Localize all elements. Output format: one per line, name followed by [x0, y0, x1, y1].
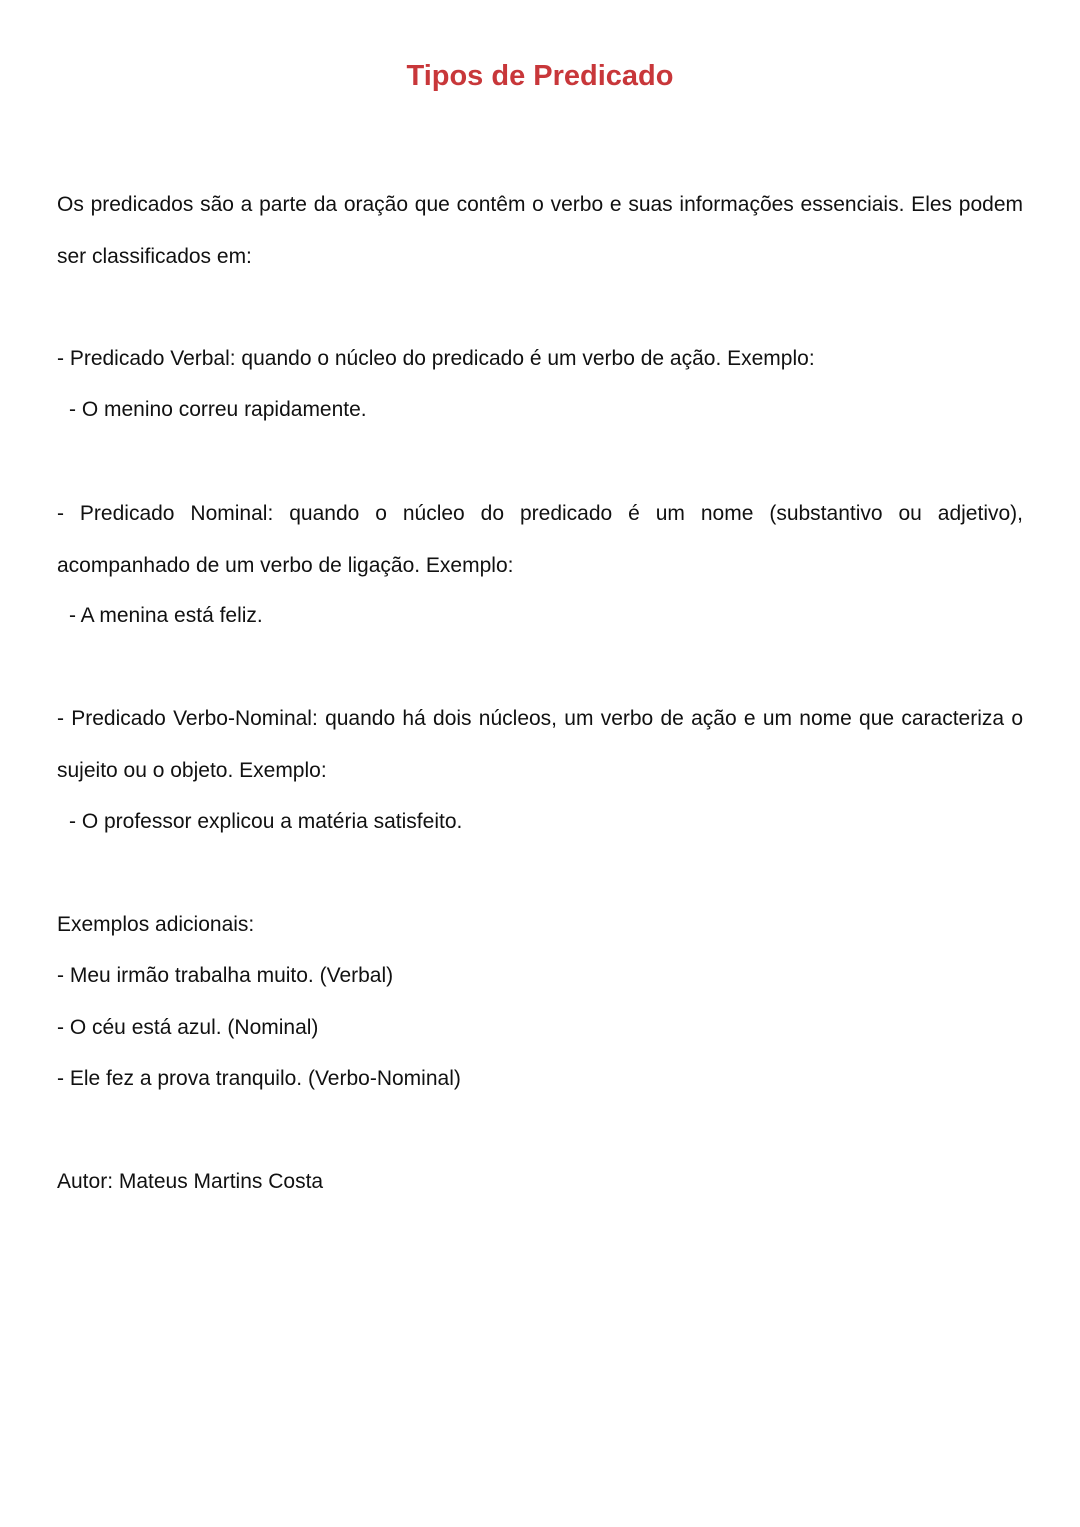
section-nominal-example: - A menina está feliz. [69, 604, 263, 627]
author-line: Autor: Mateus Martins Costa [57, 1170, 324, 1193]
additional-example-item: - O céu está azul. (Nominal) [57, 1016, 319, 1039]
additional-example-item: - Ele fez a prova tranquilo. (Verbo-Nominal) [57, 1067, 461, 1090]
section-verbo-nominal-example: - O professor explicou a matéria satisfeito. [69, 810, 463, 833]
additional-examples-heading: Exemplos adicionais: [57, 913, 255, 936]
section-verbo-nominal-text: - Predicado Verbo-Nominal: quando há dois núcleos, um verbo de ação e um nome que caracteriza o sujeito ou o objeto. Exemplo: [57, 707, 1023, 782]
section-nominal-text: - Predicado Nominal: quando o núcleo do predicado é um nome (substantivo ou adjetivo), acompanhado de um verbo de ligação. Exemplo: [57, 502, 1023, 577]
additional-example-item: - Meu irmão trabalha muito. (Verbal) [57, 964, 394, 987]
intro-paragraph: Os predicados são a parte da oração que contêm o verbo e suas informações essenciais. Eles podem ser classificados em: [57, 193, 1023, 268]
section-verbal-example: - O menino correu rapidamente. [69, 398, 367, 421]
page-title: Tipos de Predicado [406, 60, 674, 92]
section-verbal-text: - Predicado Verbal: quando o núcleo do predicado é um verbo de ação. Exemplo: [57, 347, 815, 370]
